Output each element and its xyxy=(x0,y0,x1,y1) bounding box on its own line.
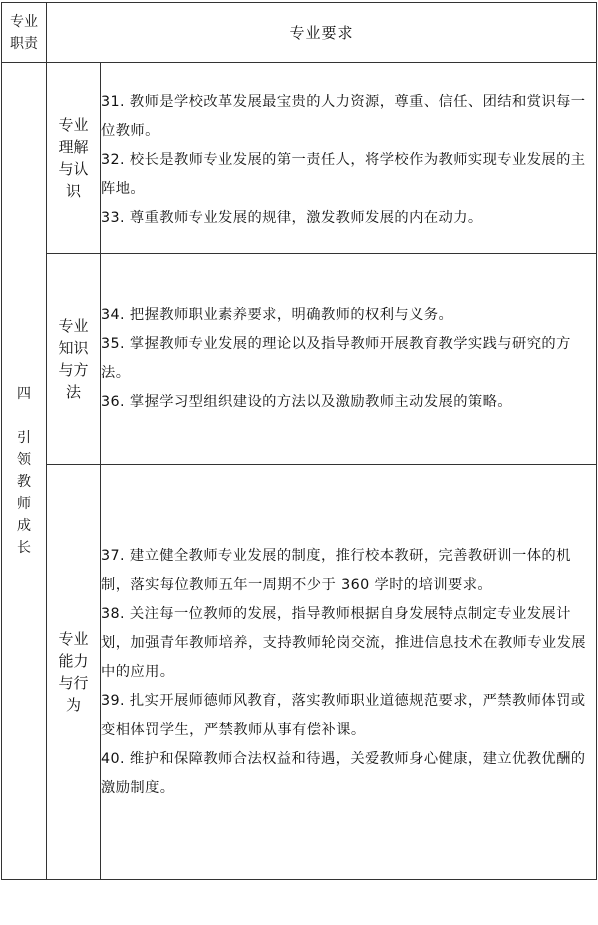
requirement-item: 37. 建立健全教师专业发展的制度，推行校本教研，完善教研训一体的机制，落实每位教师五年一周期不少于 360 学时的培训要求。 xyxy=(101,547,571,593)
area-line: 专业 xyxy=(58,317,89,335)
area-line: 理解 xyxy=(58,138,89,156)
role-char: 教 xyxy=(17,474,31,490)
role-char: 成 xyxy=(17,518,31,534)
role-number: 四 xyxy=(17,386,31,402)
header-requirements: 专业要求 xyxy=(47,3,597,63)
role-char: 师 xyxy=(17,496,31,512)
header-responsibility-line-1: 专业 xyxy=(10,13,38,30)
role-char: 长 xyxy=(17,540,31,556)
requirement-item: 34. 把握教师职业素养要求，明确教师的权利与义务。 xyxy=(101,307,454,323)
role-char: 领 xyxy=(17,452,31,468)
role-char: 引 xyxy=(17,430,31,446)
area-understanding xyxy=(47,63,101,254)
requirement-item: 35. 掌握教师专业发展的理论以及指导教师开展教育教学实践与研究的方法。 xyxy=(101,336,571,381)
area-line: 与行 xyxy=(58,674,89,692)
requirement-item: 39. 扎实开展师德师风教育，落实教师职业道德规范要求，严禁教师体罚或变相体罚学生，严禁教师从事有偿补课。 xyxy=(101,692,586,738)
area-line: 能力 xyxy=(58,652,89,670)
requirement-item: 40. 维护和保障教师合法权益和待遇，关爱教师身心健康，建立优教优酬的激励制度。 xyxy=(101,750,586,796)
area-line: 法 xyxy=(65,383,81,401)
area-line: 专业 xyxy=(58,116,89,134)
area-knowledge xyxy=(47,254,101,465)
requirements-knowledge xyxy=(101,254,597,465)
requirement-item: 38. 关注每一位教师的发展，指导教师根据自身发展特点制定专业发展计划，加强青年教师培养，支持教师轮岗交流，推进信息技术在教师专业发展中的应用。 xyxy=(101,605,586,680)
area-line: 与认 xyxy=(58,160,89,178)
requirement-item: 31. 教师是学校改革发展最宝贵的人力资源，尊重、信任、团结和赏识每一位教师。 xyxy=(101,93,586,139)
requirements-understanding xyxy=(101,63,597,254)
area-line: 识 xyxy=(65,182,81,200)
area-ability xyxy=(47,465,101,880)
area-line: 与方 xyxy=(58,361,89,379)
standards-table xyxy=(1,2,597,880)
area-line: 为 xyxy=(65,696,81,714)
requirements-ability xyxy=(101,465,597,880)
requirement-item: 33. 尊重教师专业发展的规律，激发教师发展的内在动力。 xyxy=(101,209,483,226)
role-cell xyxy=(2,63,47,880)
header-responsibility xyxy=(2,3,47,63)
requirement-item: 36. 掌握学习型组织建设的方法以及激励教师主动发展的策略。 xyxy=(101,394,512,410)
area-line: 知识 xyxy=(58,339,89,357)
header-responsibility-line-2: 职责 xyxy=(10,35,38,52)
area-line: 专业 xyxy=(58,630,89,648)
requirement-item: 32. 校长是教师专业发展的第一责任人，将学校作为教师实现专业发展的主阵地。 xyxy=(101,151,586,197)
